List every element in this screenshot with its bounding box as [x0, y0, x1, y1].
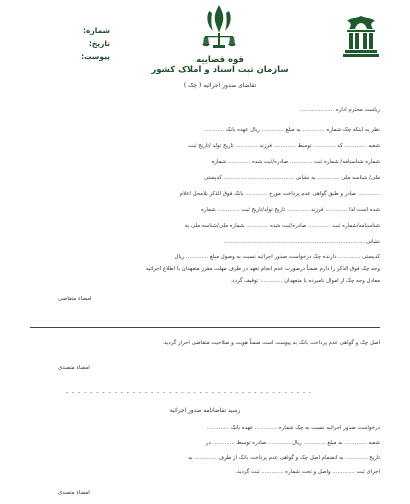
applicant-signature-label: امضاء متقاضی	[58, 296, 92, 302]
header-title-block	[150, 55, 290, 89]
body-line: شناسنامه/شماره ثبت ............. صادره/ثبت شده ............. شماره ملی/شناسه ملی به	[184, 223, 380, 229]
org-name-line1: قوه قضاییه	[196, 55, 244, 65]
body-line: نشانی ..................................................................................	[223, 239, 380, 245]
divider-line	[30, 327, 380, 328]
date-label: تاریخ:	[88, 39, 110, 48]
iran-emblem-icon	[199, 3, 239, 53]
form-title: تقاضای صدور اجرائیه ( چک )	[183, 82, 257, 89]
header-meta	[70, 24, 110, 63]
number-label: شماره:	[83, 26, 110, 35]
officer-signature-label: امضاء متصدی	[58, 365, 90, 371]
org-name-line2: سازمان ثبت اسناد و املاک کشور	[151, 65, 289, 75]
declaration-text: اصل چک و گواهی عدم پرداخت بانک به پیوست است ضمناً هویت و صلاحیت متقاضی احراز گردید.	[162, 340, 380, 346]
receipt-line: اجرای ثبت ............. واصل و تحت شماره ............. ثبت گردید.	[235, 469, 380, 475]
salutation: ریاست محترم اداره ....................	[299, 107, 380, 113]
receipt-line: تاریخ ............. به انضمام اصل چک و گواهی عدم پرداخت بانک از طرف ............. به	[188, 455, 380, 461]
body-line: شده است لذا ............. فرزند ............. تاریخ تولد/تاریخ ثبت ............. شماره	[200, 207, 380, 213]
body-line: معادل وجه چک از اموال نامبرده یا متعهدان ............. توقیف گردد.	[230, 278, 380, 284]
receipt-signature-label: امضاء متصدی	[58, 490, 90, 496]
receipt-line: درخواست صدور اجرائیه نسبت به چک شماره ............. عهده بانک .............	[206, 425, 380, 431]
receipt-line: شعبه ............. به مبلغ ............. ریال ............. صادره توسط ............. در	[205, 440, 380, 446]
registry-logo-icon	[341, 15, 381, 59]
body-line: ملی/ شناسه ملی ............. به نشانی ......................................... کدپستی	[203, 175, 380, 181]
body-line: وجه چک فوق الذکر را دارم ضمناً درصورت عدم انجام تعهد در ظرف مهلت مقرر متعهدان با اطلاع اجرائیه	[145, 266, 380, 272]
dotted-separator: - - - - - - - - - - - - - - - - - - - - - - - - - - - - - - - - - - - - - - - - -	[66, 389, 313, 396]
receipt-title: رسید تقاضانامه صدور اجرائیه	[169, 408, 241, 414]
attachment-label: پیوست:	[81, 52, 110, 61]
body-line: کدپستی ............. دارنده چک درخواست صدور اجرائیه نسبت به وصول مبلغ ............. ریال	[174, 254, 380, 260]
body-line: ............. صادر و طبق گواهی عدم پرداخت مورخ ............. بانک فوق الذکر بلامحل اعلام	[179, 191, 380, 197]
body-line: شماره شناسنامه/ شماره ثبت ............. صادره/ثبت شده ............. شماره	[211, 159, 380, 165]
body-line: نظر به اینکه چک شماره ............. به مبلغ ............. ریال عهده بانک ............	[203, 127, 380, 133]
body-line: شعبه ............. کد ............. توسط ............. فرزند ............. تاریخ تولد /تاریخ ثبت	[188, 143, 380, 149]
